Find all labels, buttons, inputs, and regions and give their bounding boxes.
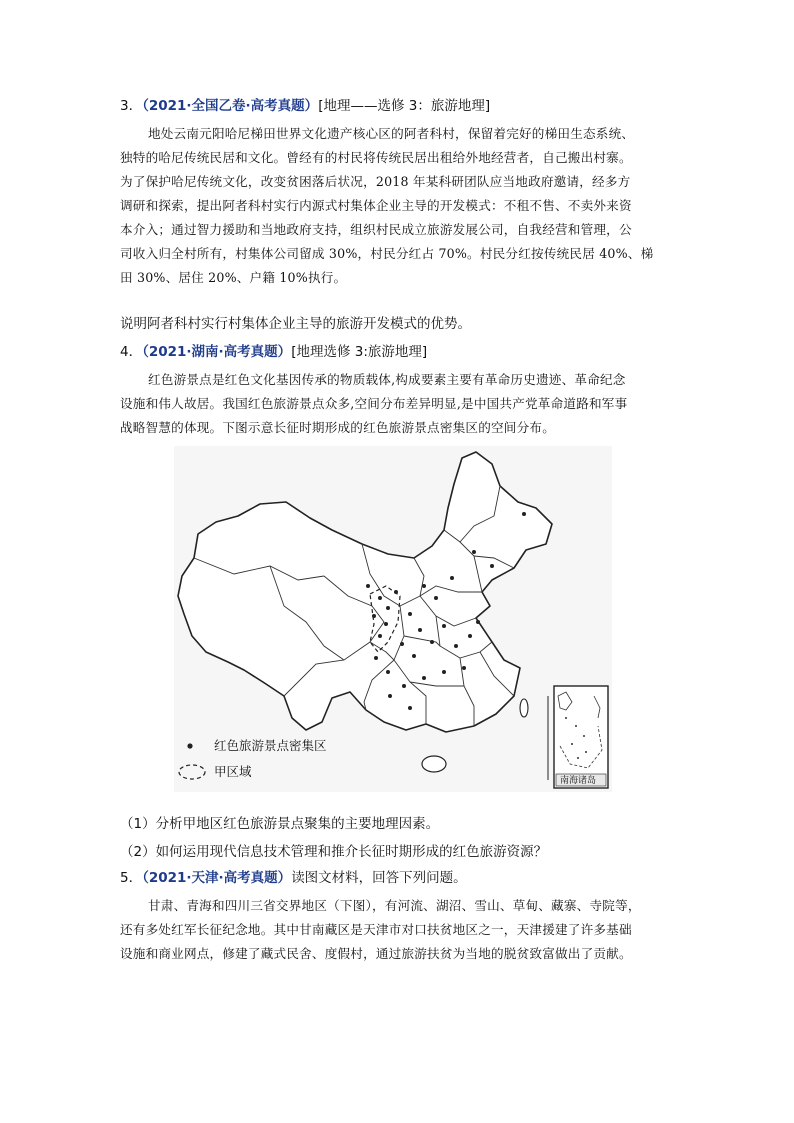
china-map-figure — [174, 446, 612, 792]
q4-heading — [120, 342, 427, 362]
q5-number: 5． — [120, 870, 143, 886]
q5-source-tag: （2021·天津·高考真题） — [142, 870, 292, 886]
q5-line: 设施和商业网点，修建了藏式民舍、度假村，通过旅游扶贫为当地的脱贫致富做出了贡献。 — [120, 946, 632, 961]
q3-source-tag: （2021·全国乙卷·高考真题） — [142, 98, 319, 114]
q4-passage — [120, 368, 692, 440]
q4-sub2: （2）如何运用现代信息技术管理和推介长征时期形成的红色旅游资源？ — [120, 844, 548, 860]
q3-heading — [120, 96, 490, 116]
q3-line: 为了保护哈尼传统文化，改变贫困落后状况，2018 年某科研团队应当地政府邀请，经多方 — [120, 174, 631, 189]
q5-subject: 读图文材料，回答下列问题。 — [291, 870, 467, 886]
south-china-sea-inset — [554, 686, 608, 788]
q3-line: 司收入归全村所有，村集体公司留成 30%，村民分红占 70%。村民分红按传统民居 40%、梯 — [120, 246, 654, 261]
q5-heading — [120, 868, 467, 888]
q3-line: 地处云南元阳哈尼梯田世界文化遗产核心区的阿者科村，保留着完好的梯田生态系统、 — [148, 126, 635, 141]
q4-sub1: （1）分析甲地区红色旅游景点聚集的主要地理因素。 — [120, 816, 440, 832]
q4-line: 战略智慧的体现。下图示意长征时期形成的红色旅游景点密集区的空间分布。 — [120, 420, 555, 435]
q3-number: 3． — [120, 98, 143, 114]
hainan-island — [422, 756, 446, 772]
q3-line: 调研和探索，提出阿者科村实行内源式村集体企业主导的开发模式：不租不售、不卖外来资 — [120, 198, 632, 213]
q4-subject: [地理选修 3:旅游地理] — [291, 344, 428, 360]
china-map-svg — [174, 446, 612, 792]
inset-label: 南海诸岛 — [560, 776, 597, 786]
q5-passage — [120, 894, 692, 966]
q3-line: 独特的哈尼传统民居和文化。曾经有的村民将传统民居出租给外地经营者，自己搬出村寨。 — [120, 150, 632, 165]
q3-passage — [120, 122, 692, 290]
q4-line: 红色游景点是红色文化基因传承的物质载体,构成要素主要有革命历史遗迹、革命纪念 — [148, 372, 626, 387]
q4-line: 设施和伟人故居。我国红色旅游景点众多,空间分布差异明显,是中国共产党革命道路和军事 — [120, 396, 628, 411]
q5-line: 甘肃、青海和四川三省交界地区（下图），有河流、湖沼、雪山、草甸、藏寨、寺院等， — [148, 898, 641, 913]
q4-number: 4． — [120, 344, 143, 360]
q3-question: 说明阿者科村实行村集体企业主导的旅游开发模式的优势。 — [120, 316, 471, 332]
q3-line: 田 30%、居住 20%、户籍 10%执行。 — [120, 270, 347, 285]
legend-dot-label: 红色旅游景点密集区 — [214, 738, 327, 753]
q4-source-tag: （2021·湖南·高考真题） — [142, 344, 292, 360]
q3-subject: [地理——选修 3：旅游地理] — [318, 98, 491, 114]
taiwan-island — [520, 699, 528, 717]
legend-dot-icon — [187, 743, 192, 748]
q3-line: 本介入；通过智力援助和当地政府支持，组织村民成立旅游发展公司，自我经营和管理，公 — [120, 222, 632, 237]
q5-line: 还有多处红军长征纪念地。其中甘南藏区是天津市对口扶贫地区之一，天津援建了许多基础 — [120, 922, 632, 937]
legend-area-label: 甲区域 — [214, 764, 252, 779]
